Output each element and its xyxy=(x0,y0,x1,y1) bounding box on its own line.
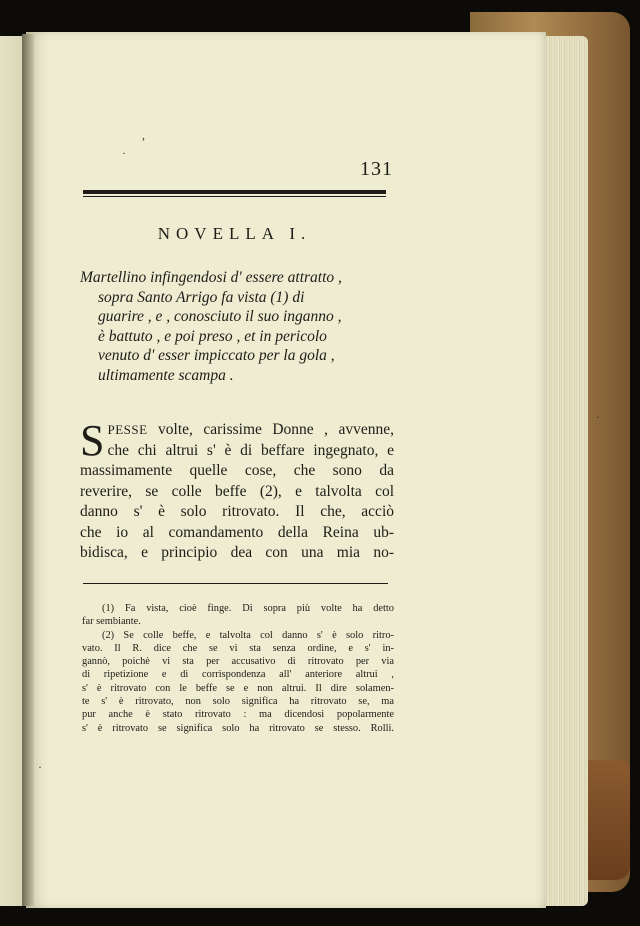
page-number: 131 xyxy=(360,158,393,180)
page-gutter xyxy=(22,34,34,906)
footnote-line: di ripetizione e di corrispondenza all' anteriore altrui , xyxy=(82,669,394,681)
argument-line: venuto d' esser impiccato per la gola , xyxy=(98,347,335,364)
body-line: danno s' è solo ritrovato. Il che, acciò xyxy=(80,503,394,520)
footnote-line: pur anche è stato ritrovato : ma dicendosi popolarmente xyxy=(82,709,394,721)
body-line: bidisca, e principio dea con una mia no- xyxy=(80,544,394,561)
footnote-line: gannò, poichè vi sta per accusativo di ritrovato per via xyxy=(82,656,394,668)
body-line: massimamente quelle cose, che sono da xyxy=(80,462,394,479)
argument-line: guarire , e , conosciuto il suo inganno , xyxy=(98,308,342,325)
footnotes xyxy=(82,602,394,735)
ink-speck: , xyxy=(142,128,145,142)
ink-speck: · xyxy=(38,760,42,774)
footnote-line: te s' è ritrovato, non solo significa ha ritrovato se, ma xyxy=(82,696,394,708)
body-line: reverire, se colle beffe (2), e talvolta col xyxy=(80,482,394,500)
footnote-line: s' è ritrovato se significa solo ha ritrovato se stesso. Rolli. xyxy=(82,722,394,734)
story-title: NOVELLA I. xyxy=(157,224,312,243)
header-rule-thin xyxy=(83,196,386,197)
argument-line: ultimamente scampa . xyxy=(98,366,234,384)
drop-cap: S xyxy=(80,416,105,465)
book-cover-corner xyxy=(585,760,630,880)
ink-speck: · xyxy=(596,410,600,424)
footnote-line: (1) Fa vista, cioè finge. Di sopra più volte ha detto xyxy=(102,603,394,614)
footnote-line: far sembiante. xyxy=(82,616,141,628)
ink-speck: · xyxy=(122,146,126,160)
body-line: che chi altrui s' è di beffare ingegnato, e xyxy=(107,441,394,459)
argument-line: è battuto , e poi preso , et in pericolo xyxy=(98,327,327,345)
body-line xyxy=(80,420,394,441)
footnote-line: (2) Se colle beffe, e talvolta col danno s' è solo ritro- xyxy=(102,629,394,641)
header-rule-thick xyxy=(83,190,386,194)
footnote-line: vato. Il R. dice che se vi sta senza ordine, e s' in- xyxy=(82,642,394,654)
story-body xyxy=(80,416,394,564)
footnote-rule xyxy=(83,583,388,584)
argument-line: Martellino infingendosi d' essere attratto , xyxy=(80,269,342,286)
story-argument xyxy=(80,268,392,385)
argument-line: sopra Santo Arrigo fa vista (1) di xyxy=(98,288,305,306)
first-line-rest: volte, carissime Donne , avvenne, xyxy=(147,421,394,438)
footnote-line: s' è ritrovato con le beffe se e non altrui. Il dire solamen- xyxy=(82,682,394,694)
first-word-smallcaps: PESSE xyxy=(107,422,148,437)
body-line: che io al comandamento della Reina ub- xyxy=(80,523,394,541)
